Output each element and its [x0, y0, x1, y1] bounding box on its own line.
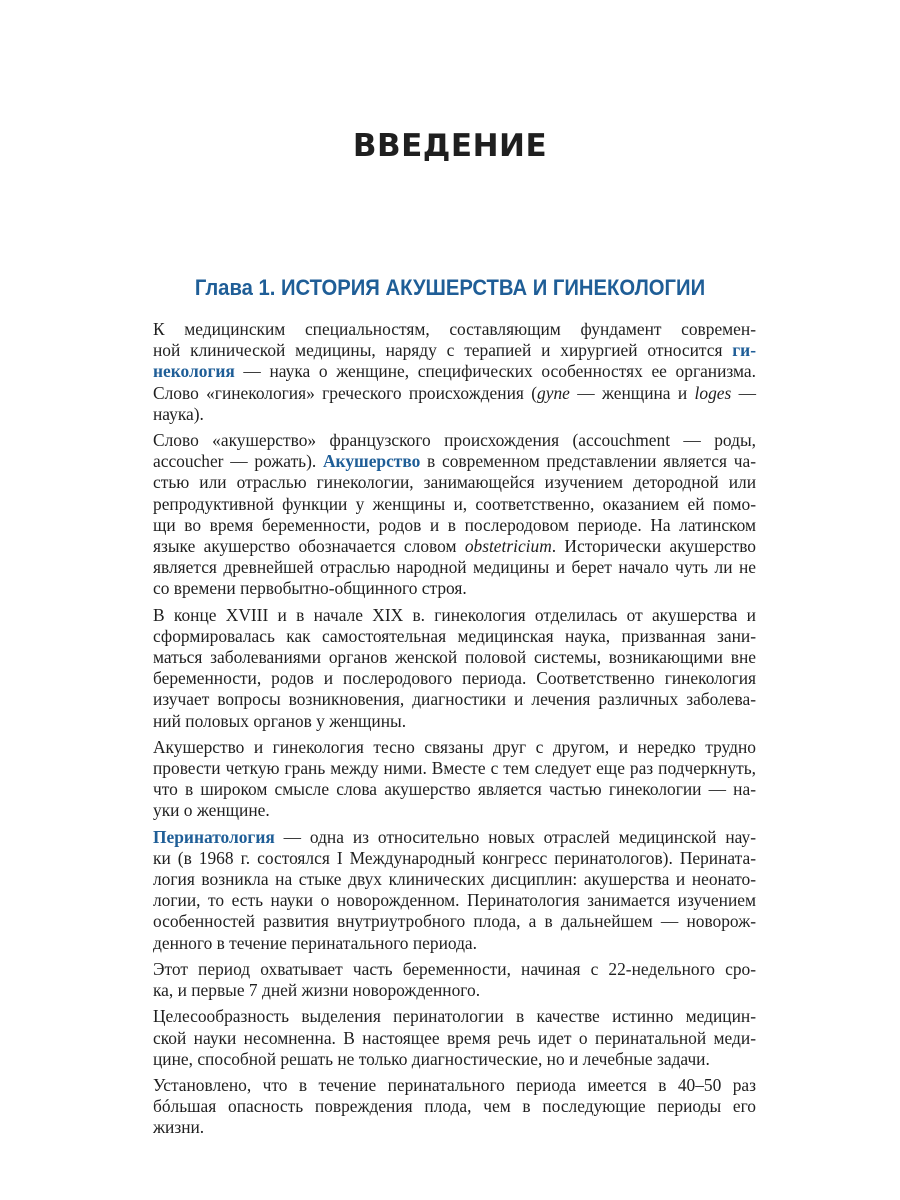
highlighted-term: ги- [732, 340, 756, 361]
text-line [153, 605, 756, 626]
text-line [153, 404, 756, 425]
text-line [153, 869, 756, 890]
text-line [153, 515, 756, 536]
text-line [153, 451, 756, 472]
italic-term: gyne [537, 382, 570, 403]
text-line [153, 737, 756, 758]
text-run: В конце XVIII и в начале XIX в. гинекология отделилась от акушерства и [153, 604, 756, 625]
text-run: что в широком смысле слова акушерство является частью гинекологии — на- [153, 779, 756, 800]
text-run: Этот период охватывает часть беременности, начиная с 22-недельного сро- [153, 958, 756, 979]
text-run: языке акушерство обозначается словом [153, 536, 465, 557]
italic-term: loges [694, 382, 732, 403]
text-line [153, 578, 756, 599]
text-run: — [731, 382, 757, 403]
text-line [153, 647, 756, 668]
text-line [153, 1028, 756, 1049]
text-run: цине, способной решать не только диагностические, но и лечебные задачи. [153, 1048, 710, 1069]
text-run: бóльшая опасность повреждения плода, чем в последующие периоды его [153, 1096, 756, 1117]
text-run: в современном представлении является ча- [420, 451, 756, 472]
text-line [153, 689, 756, 710]
text-run: Акушерство и гинекология тесно связаны друг с другом, и нередко трудно [153, 736, 756, 757]
text-line [153, 980, 756, 1001]
text-run: со времени первобытно-общинного строя. [153, 578, 467, 599]
text-run: Слово «акушерство» французского происхождения (accouchment — роды, [153, 430, 756, 451]
text-run: . Исторически акушерство [551, 536, 756, 557]
text-line [153, 1117, 756, 1138]
text-run: — одна из относительно новых отраслей медицинской нау- [274, 826, 756, 847]
text-run: денного в течение перинатального периода. [153, 932, 477, 953]
text-run: accoucher — рожать). [153, 451, 323, 472]
text-line [153, 494, 756, 515]
text-line [153, 430, 756, 451]
text-run: является древнейшей отраслью народной медицины и берет начало чуть ли не [153, 557, 756, 578]
text-run: провести четкую грань между ними. Вместе с тем следует еще раз подчеркнуть, [153, 758, 756, 779]
text-line [153, 319, 756, 340]
paragraph [153, 959, 756, 1001]
text-run: Слово «гинекология» греческого происхождения ( [153, 382, 538, 403]
text-line [153, 1075, 756, 1096]
highlighted-term: Акушерство [322, 451, 421, 472]
text-run: беременности, родов и послеродового периода. Соответственно гинекология [153, 668, 756, 689]
text-run: ка, и первые 7 дней жизни новорожденного. [153, 980, 481, 1001]
text-run: наука). [153, 403, 204, 424]
text-line [153, 800, 756, 821]
text-line [153, 933, 756, 954]
text-run: репродуктивной функции у женщины и, соответственно, оказанием ей помо- [153, 493, 756, 514]
text-line [153, 848, 756, 869]
text-line [153, 668, 756, 689]
paragraph [153, 605, 756, 732]
text-run: особенностей развития внутриутробного плода, а в дальнейшем — новорож- [153, 911, 756, 932]
text-run: Целесообразность выделения перинатологии в качестве истинно медицин- [153, 1006, 756, 1027]
text-run: сформировалась как самостоятельная медицинская наука, призванная зани- [153, 625, 756, 646]
text-run: логия возникла на стыке двух клинических дисциплин: акушерства и неонато- [153, 869, 756, 890]
text-line [153, 1049, 756, 1070]
chapter-title: Глава 1. ИСТОРИЯ АКУШЕРСТВА И ГИНЕКОЛОГИИ [194, 275, 706, 300]
paragraph [153, 319, 756, 425]
text-run: жизни. [153, 1117, 205, 1138]
text-run: логии, то есть науки о новорожденном. Перинатология занимается изучением [153, 890, 756, 911]
italic-term: obstetricium [464, 536, 552, 557]
text-run: ской науки несомненна. В настоящее время речь идет о перинатальной меди- [153, 1027, 756, 1048]
body-text [153, 319, 756, 1144]
text-line [153, 472, 756, 493]
text-line [153, 890, 756, 911]
text-run: изучает вопросы возникновения, диагностики и лечения различных заболева- [153, 689, 756, 710]
highlighted-term: некология [153, 361, 235, 382]
text-run: маться заболеваниями органов женской половой системы, возникающими вне [153, 647, 756, 668]
page-title: ВВЕДЕНИЕ [352, 128, 548, 164]
text-line [153, 779, 756, 800]
text-line [153, 340, 756, 361]
text-run: ной клинической медицины, наряду с терапией и хирургией относится [153, 340, 733, 361]
text-run: ки (в 1968 г. состоялся I Международный конгресс перинатологов). Перината- [153, 847, 756, 868]
text-line [153, 361, 756, 382]
text-line [153, 758, 756, 779]
text-line [153, 827, 756, 848]
text-run: Установлено, что в течение перинатального периода имеется в 40–50 раз [153, 1074, 756, 1095]
text-line [153, 557, 756, 578]
text-line [153, 711, 756, 732]
text-line [153, 1006, 756, 1027]
text-line [153, 1096, 756, 1117]
text-line [153, 536, 756, 557]
text-run: — женщина и [569, 382, 695, 403]
text-line [153, 383, 756, 404]
paragraph [153, 430, 756, 600]
text-line [153, 959, 756, 980]
paragraph [153, 1006, 756, 1070]
paragraph [153, 737, 756, 822]
text-run: стью или отраслью гинекологии, занимающейся изучением детородной или [153, 472, 756, 493]
paragraph [153, 827, 756, 954]
text-run: ний половых органов у женщины. [153, 710, 407, 731]
text-line [153, 626, 756, 647]
text-line [153, 911, 756, 932]
highlighted-term: Перинатология [153, 826, 275, 847]
text-run: К медицинским специальностям, составляющим фундамент современ- [153, 319, 756, 339]
text-run: щи во время беременности, родов и в послеродовом периоде. На латинском [153, 514, 756, 535]
text-run: уки о женщине. [153, 800, 270, 821]
paragraph [153, 1075, 756, 1139]
text-run: — наука о женщине, специфических особенностях ее организма. [234, 361, 756, 382]
